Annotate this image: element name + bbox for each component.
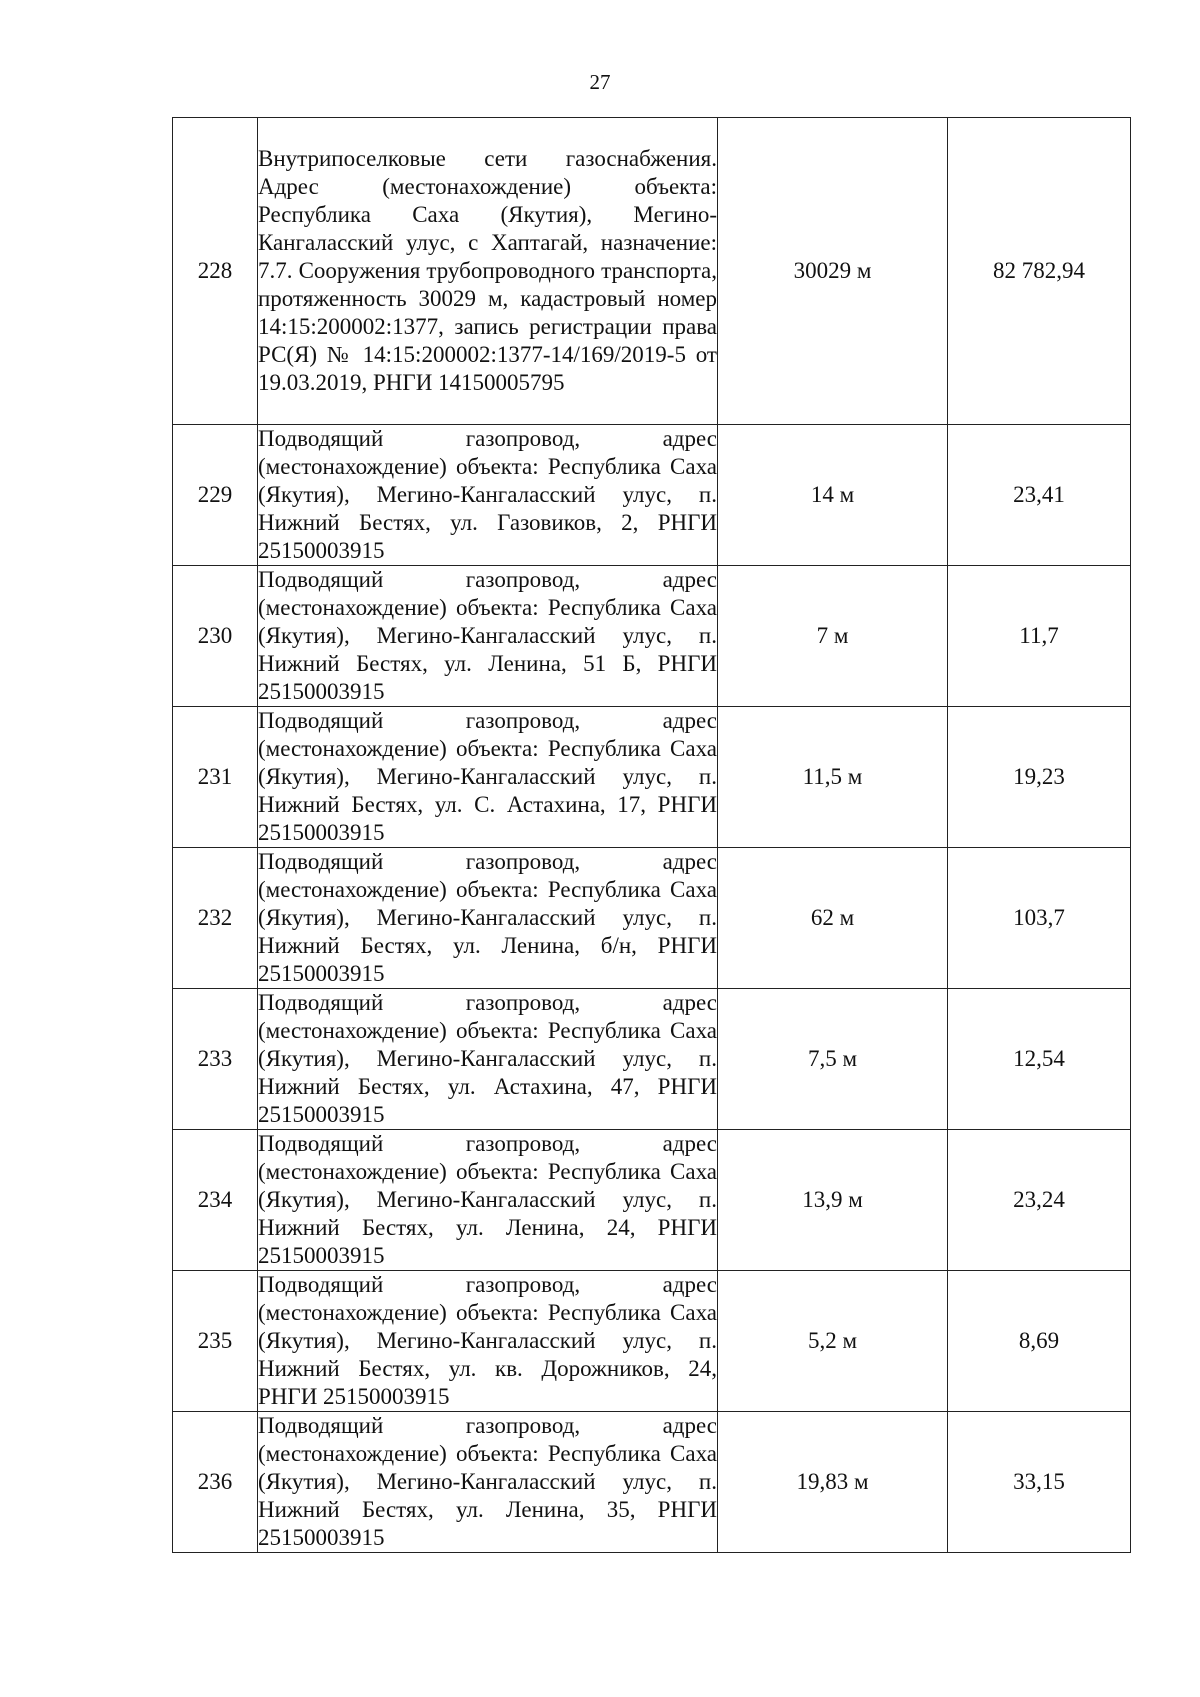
property-registry-table — [172, 117, 1131, 1553]
table-row — [173, 1130, 1131, 1271]
object-value: 33,15 — [948, 1412, 1131, 1553]
object-description: Подводящий газопровод, адрес (местонахождение) объекта: Республика Саха (Якутия), Мегино-Кангаласский улус, п. Нижний Бестях, ул. кв. Дорожников, 24, РНГИ 25150003915 — [258, 1271, 718, 1412]
table-row — [173, 566, 1131, 707]
table-row — [173, 118, 1131, 425]
object-description: Подводящий газопровод, адрес (местонахождение) объекта: Республика Саха (Якутия), Мегино-Кангаласский улус, п. Нижний Бестях, ул. Ленина, б/н, РНГИ 25150003915 — [258, 848, 718, 989]
object-value: 11,7 — [948, 566, 1131, 707]
row-number: 233 — [173, 989, 258, 1130]
object-length: 13,9 м — [718, 1130, 948, 1271]
object-length: 14 м — [718, 425, 948, 566]
object-length: 30029 м — [718, 118, 948, 425]
object-description: Подводящий газопровод, адрес (местонахождение) объекта: Республика Саха (Якутия), Мегино-Кангаласский улус, п. Нижний Бестях, ул. Ленина, 51 Б, РНГИ 25150003915 — [258, 566, 718, 707]
row-number: 234 — [173, 1130, 258, 1271]
table-row — [173, 1412, 1131, 1553]
row-number: 232 — [173, 848, 258, 989]
object-value: 12,54 — [948, 989, 1131, 1130]
object-length: 19,83 м — [718, 1412, 948, 1553]
object-value: 103,7 — [948, 848, 1131, 989]
object-length: 7,5 м — [718, 989, 948, 1130]
table-row — [173, 989, 1131, 1130]
page-number: 27 — [589, 70, 611, 94]
object-length: 5,2 м — [718, 1271, 948, 1412]
table-row — [173, 425, 1131, 566]
object-description: Внутрипоселковые сети газоснабжения. Адрес (местонахождение) объекта: Республика Саха (Якутия), Мегино-Кангаласский улус, с Хаптагай, назначение: 7.7. Сооружения трубопроводного транспорта, протяженность 30029 м, кадастровый номер 14:15:200002:1377, запись регистрации права РС(Я) № 14:15:200002:1377-14/169/2019-5 от 19.03.2019, РНГИ 14150005795 — [258, 118, 718, 425]
object-description: Подводящий газопровод, адрес (местонахождение) объекта: Республика Саха (Якутия), Мегино-Кангаласский улус, п. Нижний Бестях, ул. Ленина, 24, РНГИ 25150003915 — [258, 1130, 718, 1271]
table-row — [173, 707, 1131, 848]
row-number: 228 — [173, 118, 258, 425]
object-description: Подводящий газопровод, адрес (местонахождение) объекта: Республика Саха (Якутия), Мегино-Кангаласский улус, п. Нижний Бестях, ул. С. Астахина, 17, РНГИ 25150003915 — [258, 707, 718, 848]
row-number: 229 — [173, 425, 258, 566]
table-row — [173, 1271, 1131, 1412]
row-number: 235 — [173, 1271, 258, 1412]
row-number: 231 — [173, 707, 258, 848]
object-length: 62 м — [718, 848, 948, 989]
row-number: 236 — [173, 1412, 258, 1553]
object-value: 19,23 — [948, 707, 1131, 848]
object-description: Подводящий газопровод, адрес (местонахождение) объекта: Республика Саха (Якутия), Мегино-Кангаласский улус, п. Нижний Бестях, ул. Ленина, 35, РНГИ 25150003915 — [258, 1412, 718, 1553]
object-value: 8,69 — [948, 1271, 1131, 1412]
object-length: 7 м — [718, 566, 948, 707]
object-value: 23,41 — [948, 425, 1131, 566]
row-number: 230 — [173, 566, 258, 707]
object-value: 82 782,94 — [948, 118, 1131, 425]
object-value: 23,24 — [948, 1130, 1131, 1271]
object-length: 11,5 м — [718, 707, 948, 848]
object-description: Подводящий газопровод, адрес (местонахождение) объекта: Республика Саха (Якутия), Мегино-Кангаласский улус, п. Нижний Бестях, ул. Астахина, 47, РНГИ 25150003915 — [258, 989, 718, 1130]
table-row — [173, 848, 1131, 989]
object-description: Подводящий газопровод, адрес (местонахождение) объекта: Республика Саха (Якутия), Мегино-Кангаласский улус, п. Нижний Бестях, ул. Газовиков, 2, РНГИ 25150003915 — [258, 425, 718, 566]
